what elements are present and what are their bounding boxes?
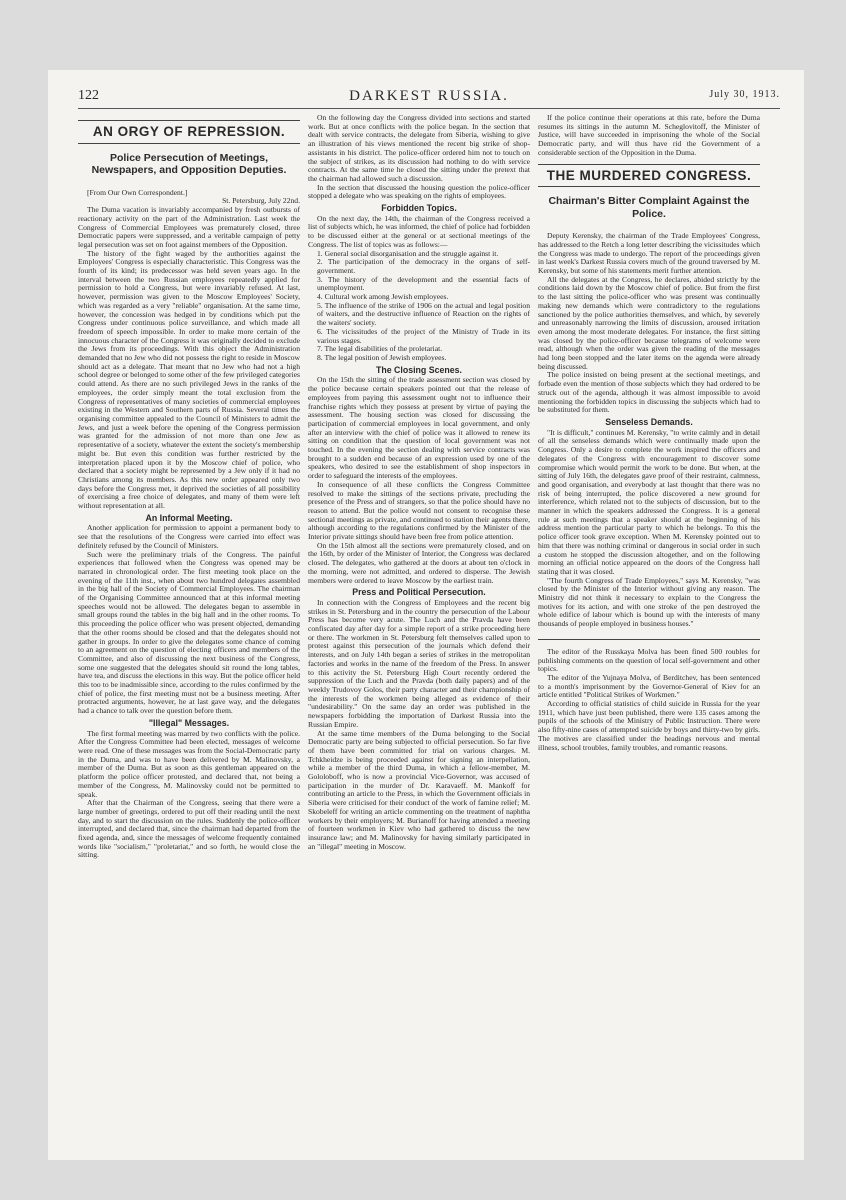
section-heading: Press and Political Persecution. [352,587,486,598]
divider [538,639,760,640]
paragraph: After that the Chairman of the Congress, seeing that there were a large number of greetings, ordered to put off their reading until the next day, and to start the discussion on the rules. Suddenly the police-officer interrupted, and declared that, since the chairman had departed from the fixed agenda, and, since the messages of welcome frequently contained words like "socialism," "proletariat," and so forth, he would close the sitting. [78,798,300,860]
paragraph: In connection with the Congress of Employees and the recent big strikes in St. Petersburg and in the country the persecution of the Labour Press has become very acute. The Luch and the Pravda have been confiscated day after day for a simple report of a strike proceeding here or there. The workmen in St. Petersburg felt themselves called upon to protest against this persecution of the journals which defend their interests, and on July 14th began a series of strikes in the metropolitan factories and works in the name of the freedom of the Press. In answer to this activity the St. Petersburg High Court recently ordered the suppression of the Luch and the Pravda (both daily papers) and of the weekly Trudovoy Golos, their party character and their championship of the interests of the workmen being alleged as evidence of their "undesirability." On the same day an order was published in the newspapers forbidding the importation of Darkest Russia into the Russian Empire. [308,597,530,729]
paragraph: The first formal meeting was marred by two conflicts with the police. After the Congress Committee had been elected, messages of welcome were read. One of these messages was from the Social-Democratic party in the Duma, and was to have been delivered by M. Malinovsky, a member of the Duma. But as soon as this gentleman appeared on the platform the police officer protested, and declared that, not being a member of the Congress, M. Malinovsky could not be permitted to speak. [78,728,300,799]
list-item: 2. The participation of the democracy in the organs of self-government. [317,257,530,275]
article-title-box [538,164,760,188]
article-title: AN ORGY OF REPRESSION. [92,124,286,139]
list-item: 5. The influence of the strike of 1906 on the actual and legal position of waiters, and the destructive influence of Reaction on the rights of the waiters' society. [317,300,530,328]
column-2 [308,114,530,1119]
section-heading: Forbidden Topics. [381,203,457,214]
issue-date: July 30, 1913. [709,89,780,100]
list-item: 8. The legal position of Jewish employees. [317,352,447,362]
article-subtitle: Police Persecution of Meetings, Newspapers, and Opposition Deputies. [91,151,287,177]
column-1 [78,114,300,1119]
section-heading: The Closing Scenes. [375,364,463,375]
news-note: According to official statistics of child suicide in Russia for the year 1911, which have just been published, there were 135 cases among the pupils of the schools of the Ministry of Public Instruction. There were also fifty-nine cases of attempted suicide by boys and thirty-two by girls. The motives are classified under the headings nervous and mental illness, school troubles, family troubles, and romantic reasons. [538,699,760,752]
section-heading: An Informal Meeting. [145,512,233,523]
paragraph: Such were the preliminary trials of the Congress. The painful experiences that followed when the Congress was opened may be narrated in chronological order. The first meeting took place on the evening of the 11th inst., when about two hundred delegates assembled in the big hall of the Society of Commercial Employees. The chairman of the Organising Committee announced that at this informal meeting speeches would not be allowed. The delegates began to assemble in small groups round the tables in the big hall and in the other rooms. To this proceeding the police officer who was present objected, demanding that the other rooms should be closed and that the delegates should not gather in groups. In order to give the delegates some chance of coming to an agreement on the question of electing officers and members of the Committee, and also of discussing the next business of the Congress, some one suggested that the delegates should sit round the long tables, have tea, and discuss the elections in this way. But the police officer held this too to be inadmissible since, according to the rules confirmed by the chief of police, the first meeting must not be a business meeting. After protracted arguments, however, he at last gave way, and the delegates had a chance to talk over the question before them. [78,549,300,716]
forbidden-topics-list [308,250,530,363]
section-heading: "Illegal" Messages. [148,717,230,728]
list-item: 4. Cultural work among Jewish employees. [317,292,449,302]
article-title-box [78,120,300,144]
paragraph: At the same time members of the Duma belonging to the Social Democratic party are being subjected to official persecution. So far five of them have been committed for trial on various charges. M. Tchkheidze is being proceeded against for signing an interpellation, while a member of the third Duma, in which a fellow-member, M. Gololoboff, who is now a provincial Vice-Governor, was accused of participation in the murder of Dr. Karavaeff. M. Mankoff for contributing an article to the Press, in which the Government officials in Siberia were criticised for their conduct of the work of famine relief; M. Skobeleff for writing an article commenting on the treatment of naphtha workers by their employers; M. Burianoff for having attended a meeting of fourteen workmen in Kiev who had gathered to discuss the new insurance law; and M. Malinovsky for having similarly participated in an "illegal" meeting in Moscow. [308,728,530,851]
column-3 [538,114,760,1119]
list-item: 3. The history of the development and the essential facts of unemployment. [317,274,530,293]
page-number: 122 [78,88,99,103]
article-subtitle: Chairman's Bitter Complaint Against the Police. [548,195,750,220]
paragraph: If the police continue their operations at this rate, before the Duma resumes its sittings in the autumn M. Scheglovitoff, the Minister of Justice, will have succeeded in imprisoning the whole of the Social Democratic party, and will thus have rid the Government of a considerable section of the Opposition in the Duma. [538,114,760,157]
list-item: 7. The legal disabilities of the proletariat. [317,344,443,354]
paragraph: The history of the fight waged by the authorities against the Employees' Congress is especially characteristic. This Congress was the fourth of its kind; its predecessor was held seven years ago. In the interval between the two Russian employees repeatedly applied for permission to hold a Congress, but were invariably refused. At last, however, permission was given to the Moscow Employees' Society, which was regarded as a very "reliable" organisation. At the same time, however, the concession was hedged in by conditions which put the Congress under continuous police surveillance, and which made all freedom of speech impossible. In order to make more certain of the innocuous character of the Congress it was originally decided to exclude the Jews from its proceedings. With this object the Administration demanded that no Jew who did not possess the right to reside in Moscow should act as a delegate. That meant that no Jew who had not a high school degree or belonged to some other of the few privileged categories could attend. As there are no such privileged Jews in the ranks of the employees, the order simply meant the total exclusion from the Congress of representatives of many societies of commercial employees existing in the Western and Southern parts of Russia. Several times the organising committee appealed to the Council of Ministers to admit the Jews, and just a week before the opening of the Congress permission was granted for the admission of not more than one Jew as representative of a society, whatever the extent the society's membership might be. But even this condition was further restricted by the interpretation placed upon it by the Moscow chief of police, who declared that a society might be represented by a Jew only if it had no Christians among its members. As this new order appeared only two days before the Congress met, it deprived the societies of all possibility of exercising a free choice of delegates, and many of them were left without representation at all. [78,248,300,511]
news-note: The editor of the Russkaya Molva has been fined 500 roubles for publishing comments on the question of local self-government and other topics. [538,646,760,674]
paragraph: The police insisted on being present at the sectional meetings, and forbade even the mention of those subjects which they had ordered to be struck out of the agenda, although it was almost impossible to avoid mentioning the forbidden topics in discussing the subjects which had to be substituted for them. [538,370,760,415]
page-header [78,88,780,106]
list-item: 1. General social disorganisation and the struggle against it. [317,248,499,258]
article-title: THE MURDERED CONGRESS. [546,167,752,183]
list-item: 6. The vicissitudes of the project of the Ministry of Trade in its various stages. [317,326,530,345]
dateline: St. Petersburg, July 22nd. [222,196,300,206]
paragraph: In consequence of all these conflicts the Congress Committee resolved to make the sittings of the sections private, precluding the presence of the Press and of strangers, so that the police should have no reason to attend. But the police would not consent to recognise these sectional meetings as private, and continued to station their agents there, although according to the regulations confirmed by the Minister of the Interior private sittings should have been free from police attention. [308,479,530,542]
paragraph: In the section that discussed the housing question the police-officer stopped a delegate who was speaking on the rights of employees. [308,182,530,201]
paragraph: All the delegates at the Congress, he declares, abided strictly by the conditions laid down by the Moscow chief of police. But from the first to the last sitting the police-officer who was present was continually making new demands which were contradictory to the regulations sanctioned by the police authorities themselves, and which, by severely and unreasonably narrowing the limits of discussion, aroused irritation even among the most moderate delegates. For instance, the first sitting was closed by the police-officer because telegrams of welcome were read, although when the order was given the reading of the messages had long been stopped and the later items on the agenda were already being discussed. [538,274,760,371]
paragraph: "It is difficult," continues M. Kerensky, "to write calmly and in detail of all the senseless demands which were continually made upon the Congress. Only a desire to complete the work inspired the officers and delegates of the Congress with encouragement to discover some compromise which would permit the work to be done. But when, at the sitting of July 16th, the delegates gave proof of their restraint, calmness, and good organisation, and everybody at last thought that there was no risk of being interrupted, the police discovered a new ground for interference, which related not to the subjects of discussion, but to the manner in which the speakers addressed the Congress. It is a general rule at such meetings that a speaker should at the beginning of his address mention the particular party to which he belongs. To this the police officer took grave exception. When M. Kerensky pointed out to him that there was nothing criminal or dangerous in social order in such a custom he stopped the discussion altogether, and on the following morning an official notice appeared on the doors of the Congress hall stating that it was closed. [538,427,760,576]
news-note: The editor of the Yujnaya Molva, of Berditchev, has been sentenced to a month's imprisonment by the Governor-General of Kiev for an article entitled "Political Strikes of Workmen." [538,672,760,700]
paragraph: On the 15th the sitting of the trade assessment section was closed by the police because certain speakers pointed out that the release of employees from paying this assessment ought not to influence their franchise rights which they possess at present by virtue of paying the assessment. The housing section was closed for discussing the participation of commercial employees in local government, and only after an interview with the chief of police was it allowed to renew its sitting on condition that the question of local government was not touched. In the evening the section dealing with service contracts was brought to a sudden end because of an expression used by one of the speakers, who desired to see the establishment of shop inspectors in order to safeguard the interests of the employees. [308,375,530,481]
section-heading: Senseless Demands. [605,416,693,427]
header-rule [78,108,780,109]
paragraph: Another application for permission to appoint a permanent body to see that the resolutions of the Congress were carried into effect was definitely refused by the Council of Ministers. [78,523,300,550]
byline: [From Our Own Correspondent.] [87,187,188,197]
paragraph: On the following day the Congress divided into sections and started work. But at once conflicts with the police began. In the section that dealt with service contracts, the delegate from Siberia, wishing to give an illustration of his views mentioned the recent big strike of shop-assistants in his district. The police-officer ordered him not to touch on the subject of strikes, as its discussion had nothing to do with service contracts. At the same time he closed the sitting under the pretext that the chairman had allowed such a discussion. [308,114,530,183]
paragraph: Deputy Kerensky, the chairman of the Trade Employees' Congress, has addressed to the Retch a long letter describing the vicissitudes which the Congress was made to undergo. The report of the proceedings given in last week's Darkest Russia covers much of the ground traversed by M. Kerensky, but some of his statements merit further attention. [538,231,760,276]
paragraph: The Duma vacation is invariably accompanied by fresh outbursts of reactionary activity on the part of the Administration. Last week the Congress of Commercial Employees was prematurely closed, three Democratic papers were suppressed, and a veritable campaign of petty legal persecution was set on foot against members of the Opposition. [78,205,300,249]
paragraph: "The fourth Congress of Trade Employees," says M. Kerensky, "was closed by the Minister of the Interior without giving any reason. The Ministry did not think it necessary to explain to the Congress the motives for its action, and with one stroke of the pen destroyed the whole edifice of labour which is bound up with the interests of many thousands of people employed in business houses." [538,575,760,629]
paragraph: On the next day, the 14th, the chairman of the Congress received a list of subjects which, he was informed, the chief of police had forbidden to be discussed either at the general or at sectional meetings of the Congress. The list of topics was as follows:— [308,213,530,249]
newspaper-page [48,70,804,1160]
journal-title: DARKEST RUSSIA. [349,88,509,104]
paragraph: On the 15th almost all the sections were prematurely closed, and on the 16th, by order of the Minister of Interior, the Congress was declared closed. The delegates, who gathered at the doors at about ten o'clock in the morning, were not admitted, and ordered to disperse. The Jewish members were ordered to leave Moscow by the earliest train. [308,540,530,585]
